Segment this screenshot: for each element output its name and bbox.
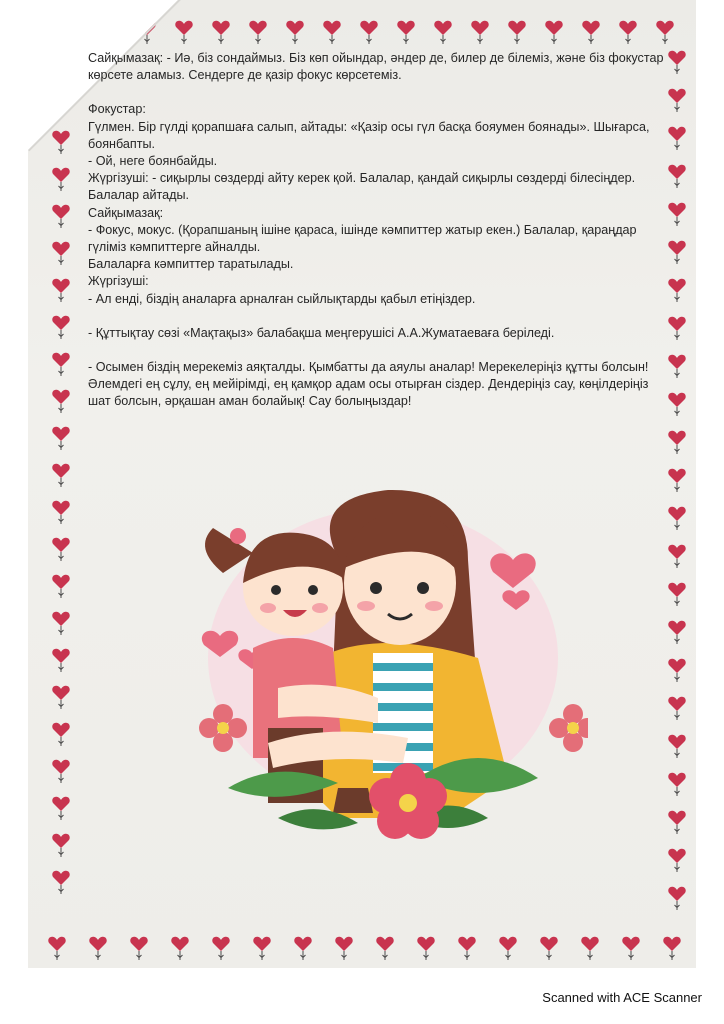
heart-balloon-icon: [540, 936, 558, 962]
heart-balloon-icon: [458, 936, 476, 962]
heart-balloon-icon: [52, 870, 70, 896]
heart-balloon-icon: [417, 936, 435, 962]
heart-balloon-icon: [52, 648, 70, 674]
text-line: Әлемдегі ең сұлу, ең мейірімді, ең қамқор адам осы отырған сіздер. Дендеріңіз сау, көңілдеріңіз: [88, 377, 649, 392]
heart-balloon-icon: [663, 936, 681, 962]
text-line: - Ал енді, біздің аналарға арналған сыйлықтарды қабыл етіңіздер.: [88, 291, 476, 306]
scanner-watermark: Scanned with ACE Scanner: [542, 990, 702, 1005]
heart-balloon-icon: [619, 20, 637, 46]
heart-balloon-icon: [323, 20, 341, 46]
heart-balloon-icon: [668, 658, 686, 684]
heart-balloon-icon: [622, 936, 640, 962]
heart-balloon-icon: [360, 20, 378, 46]
mother-hugging-daughter-illustration: [168, 488, 588, 858]
heart-balloon-icon: [52, 426, 70, 452]
heart-balloon-icon: [668, 506, 686, 532]
text-line: - Құттықтау сөзі «Мақтақыз» балабақша меңгерушісі А.А.Жуматаеваға беріледі.: [88, 325, 555, 340]
heart-balloon-icon: [52, 352, 70, 378]
heart-balloon-icon: [656, 20, 674, 46]
heart-balloon-icon: [582, 20, 600, 46]
heart-balloon-icon: [52, 463, 70, 489]
heart-balloon-icon: [52, 167, 70, 193]
text-line: Сайқымазақ:: [88, 205, 164, 220]
heart-balloon-icon: [508, 20, 526, 46]
heart-balloon-icon: [668, 810, 686, 836]
heart-balloon-icon: [89, 936, 107, 962]
heart-balloon-icon: [668, 696, 686, 722]
heart-balloon-icon: [286, 20, 304, 46]
heart-balloon-icon: [48, 936, 66, 962]
text-line: Сайқымазақ: - Иә, біз сондаймыз. Біз көп ойындар, әндер де, билер де білеміз, және біз фокустар: [88, 51, 664, 65]
text-line: Жүргізуші:: [88, 274, 149, 289]
heart-balloon-icon: [249, 20, 267, 46]
text-line: Фокустар:: [88, 102, 146, 117]
heart-balloon-icon: [668, 468, 686, 494]
heart-balloon-icon: [52, 833, 70, 859]
heart-balloon-icon: [52, 796, 70, 822]
heart-balloon-icon: [52, 537, 70, 563]
heart-balloon-icon: [52, 759, 70, 785]
heart-balloon-icon: [499, 936, 517, 962]
heart-balloon-icon: [545, 20, 563, 46]
heart-balloon-icon: [376, 936, 394, 962]
heart-balloon-icon: [52, 389, 70, 415]
text-line: - Ой, неге боянбайды.: [88, 154, 218, 169]
heart-balloon-icon: [335, 936, 353, 962]
heart-balloon-icon: [668, 848, 686, 874]
heart-balloon-icon: [668, 620, 686, 646]
heart-balloon-icon: [130, 936, 148, 962]
text-line: Балалар айтады.: [88, 188, 190, 203]
heart-balloon-icon: [52, 278, 70, 304]
heart-balloon-icon: [52, 315, 70, 341]
document-text: [88, 50, 678, 411]
text-line: көрсете аламыз. Сендерге де қазір фокус көрсетеміз.: [88, 68, 402, 83]
heart-balloon-icon: [52, 574, 70, 600]
heart-balloon-icon: [581, 936, 599, 962]
text-line: боянбапты.: [88, 136, 156, 151]
text-line: - Фокус, мокус. (Қорапшаның ішіне қараса, ішінде кәмпиттер жатыр екен.) Балалар, қараңдар: [88, 222, 637, 237]
text-line: Балаларға кәмпиттер таратылады.: [88, 257, 294, 272]
heart-balloon-icon: [434, 20, 452, 46]
heart-balloon-icon: [212, 936, 230, 962]
text-line: гүліміз кәмпиттерге айналды.: [88, 240, 261, 255]
heart-balloon-icon: [52, 204, 70, 230]
heart-balloon-icon: [294, 936, 312, 962]
heart-balloon-icon: [253, 936, 271, 962]
heart-balloon-icon: [52, 722, 70, 748]
text-line: Гүлмен. Бір гүлді қорапшаға салып, айтады: «Қазір осы гүл басқа бояумен боянады». Шығарса,: [88, 119, 650, 134]
heart-balloon-icon: [668, 430, 686, 456]
text-line: - Осымен біздің мерекеміз аяқталды. Қымбатты да аяулы аналар! Мерекелеріңіз құтты болсын!: [88, 360, 649, 375]
heart-balloon-icon: [52, 500, 70, 526]
text-line: шат болсын, әрқашан аман болайық! Сау болыңыздар!: [88, 394, 412, 409]
text-line: Жүргізуші: - сиқырлы сөздерді айту керек қой. Балалар, қандай сиқырлы сөздерді білесіңдер.: [88, 171, 636, 186]
heart-balloon-icon: [471, 20, 489, 46]
heart-balloon-icon: [52, 241, 70, 267]
heart-balloon-icon: [212, 20, 230, 46]
heart-balloon-icon: [52, 685, 70, 711]
heart-balloon-icon: [52, 611, 70, 637]
heart-balloon-icon: [668, 772, 686, 798]
heart-balloon-icon: [397, 20, 415, 46]
heart-balloon-icon: [668, 734, 686, 760]
heart-balloon-icon: [668, 886, 686, 912]
heart-balloon-icon: [668, 582, 686, 608]
heart-balloon-icon: [668, 544, 686, 570]
heart-balloon-icon: [171, 936, 189, 962]
